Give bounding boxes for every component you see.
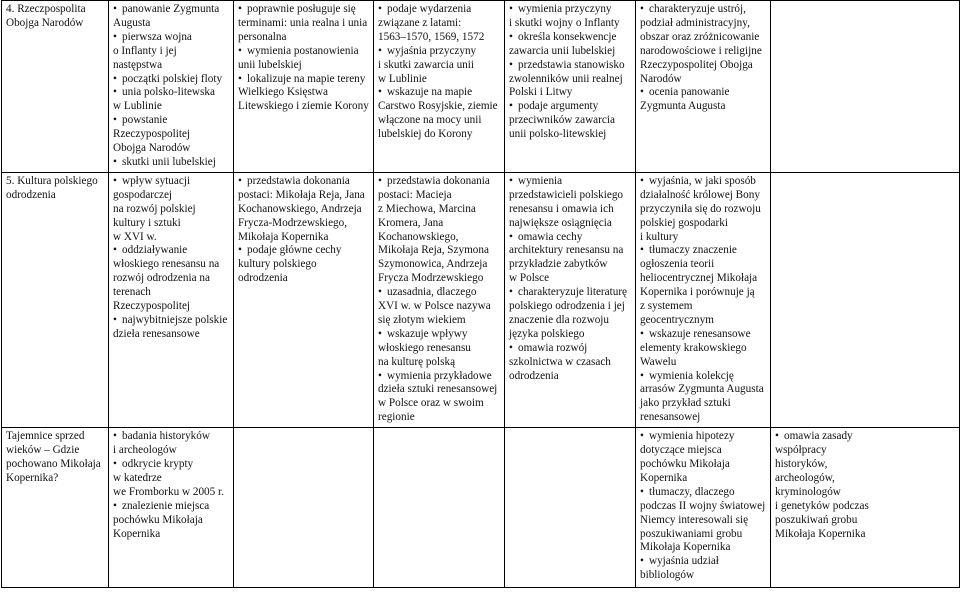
text-line: Obojga Narodów: [113, 142, 191, 155]
text-line: Mikołaja Kopernika: [775, 527, 866, 540]
text-line: Rzeczypospolitej: [113, 128, 191, 141]
text-line: Wawelu: [640, 355, 677, 368]
table-row: [2, 1, 960, 173]
bullet-item: • charakteryzuje ustrój,: [640, 3, 766, 17]
requirements-list: [113, 3, 229, 170]
bullet-item: • badania historyków: [113, 430, 229, 444]
requirements-cell: [374, 172, 505, 427]
text-line: Kopernika: [640, 471, 688, 484]
bullet-item: • wymienia kolekcję: [640, 370, 766, 384]
text-line: arrasów Zygmunta Augusta: [640, 383, 764, 396]
text-line: Frycza-Modrzewskiego,: [238, 216, 348, 229]
requirements-list: [378, 175, 500, 425]
bullet-item: • uzasadnia, dlaczego: [378, 286, 500, 300]
text-line: na rozwój polskiej: [113, 202, 196, 215]
text-line: współpracy: [775, 444, 827, 457]
bullet-item: • lokalizuje na mapie tereny: [238, 73, 369, 87]
requirements-cell: [109, 1, 234, 173]
text-line: gospodarczej: [113, 188, 173, 201]
bullet-item: • przedstawia dokonania: [378, 175, 500, 189]
text-line: włoskiego renesansu: [378, 341, 471, 354]
bullet-item: • przedstawia dokonania: [238, 175, 369, 189]
text-line: terenach: [113, 286, 151, 299]
text-line: Wielkiego Księstwa: [238, 86, 328, 99]
text-line: Narodów: [640, 72, 682, 85]
text-line: polskiej gospodarki: [640, 216, 728, 229]
text-line: jako przykład sztuki: [640, 397, 731, 410]
text-line: Kochanowskiego, Andrzeja: [238, 202, 362, 215]
bullet-item: • unia polsko-litewska: [113, 86, 229, 100]
text-line: postaci: Mikołaja Reja, Jana: [238, 188, 365, 201]
bullet-item: • omawia cechy: [509, 231, 631, 245]
bullet-item: • wyjaśnia udział: [640, 555, 766, 569]
bullet-item: • wymienia przyczyny: [509, 3, 631, 17]
text-line: z systemem: [640, 300, 693, 313]
requirements-list: [6, 430, 104, 486]
text-line: kryminologów: [775, 485, 841, 498]
text-line: kultury polskiego odrodzenia: [238, 258, 317, 285]
table-row: [2, 428, 960, 588]
text-line: Frycza Modrzewskiego: [378, 272, 484, 285]
bullet-item: • podaje argumenty: [509, 100, 631, 114]
requirements-cell: [505, 428, 636, 588]
text-line: podział administracyjny,: [640, 16, 750, 29]
table-row: [2, 172, 960, 427]
topic-cell: [2, 1, 109, 173]
requirements-cell: [636, 1, 771, 173]
text-line: regionie: [378, 411, 415, 424]
text-line: Polski i Litwy: [509, 86, 573, 99]
text-line: renesansowej: [640, 411, 701, 424]
requirements-list: [509, 175, 631, 384]
bullet-item: • wymienia przykładowe: [378, 370, 500, 384]
topic-cell: [2, 428, 109, 588]
text-line: Kopernika i porównuje ją: [640, 286, 755, 299]
text-line: z Miechowa, Marcina: [378, 202, 476, 215]
text-line: związane z latami:: [378, 16, 462, 29]
text-line: lubelskiej do Korony: [378, 128, 473, 141]
requirements-list: [113, 175, 229, 342]
text-line: Mikołaja Reja, Szymona: [378, 244, 489, 257]
bullet-item: • przedstawia stanowisko: [509, 59, 631, 73]
bullet-item: • wskazuje wpływy: [378, 328, 500, 342]
text-line: w Lublinie: [113, 100, 162, 113]
text-line: podczas II wojny światowej: [640, 499, 766, 512]
text-line: Niemcy interesowali się: [640, 513, 749, 526]
text-line: Carstwo Rosyjskie, ziemie: [378, 100, 498, 113]
text-line: unii polsko-litewskiej: [509, 128, 607, 141]
text-line: historyków,: [775, 458, 828, 470]
text-line: Litewskiego i ziemie Korony: [238, 100, 369, 113]
text-line: przyczyniła się do rozwoju: [640, 202, 761, 215]
text-line: personalna: [238, 30, 287, 43]
text-line: Szymonowica, Andrzeja: [378, 258, 488, 271]
text-line: w katedrze: [113, 471, 162, 484]
bullet-item: • wymienia hipotezy: [640, 430, 766, 444]
text-line: unii lubelskiej: [238, 58, 302, 71]
text-line: narodowościowe i religijne: [640, 44, 762, 57]
text-line: rozwój odrodzenia na: [113, 272, 210, 285]
text-line: pochówku Mikołaja: [113, 513, 203, 526]
text-line: Zygmunta Augusta: [640, 100, 726, 113]
requirements-cell: [374, 1, 505, 173]
requirements-cell: [234, 172, 374, 427]
text-line: ogłoszenia teorii: [640, 258, 715, 271]
requirements-cell: [771, 172, 960, 427]
bullet-item: • ocenia panowanie: [640, 86, 766, 100]
bullet-item: • charakteryzuje literaturę: [509, 286, 631, 300]
bullet-item: • omawia rozwój: [509, 342, 631, 356]
text-line: się złotym wiekiem: [378, 313, 466, 326]
requirements-cell: [771, 428, 960, 588]
text-line: i archeologów: [113, 444, 177, 457]
text-line: kultury i sztuki: [113, 216, 181, 229]
text-line: XVI w. w Polsce nazywa: [378, 300, 491, 313]
text-line: w Lublinie: [378, 72, 427, 85]
text-line: 5. Kultura polskiego: [6, 174, 98, 187]
text-line: wieków – Gdzie: [6, 444, 80, 457]
text-line: pochowano Mikołaja: [6, 458, 101, 470]
bullet-item: • początki polskiej floty: [113, 73, 229, 87]
text-line: 4. Rzeczpospolita: [6, 3, 86, 15]
text-line: w Polsce oraz w swoim: [378, 397, 484, 410]
text-line: Tajemnice sprzed: [6, 430, 85, 443]
text-line: poszukiwaniami grobu: [640, 527, 743, 540]
requirements-list: [378, 3, 500, 142]
bullet-item: • skutki unii lubelskiej: [113, 156, 229, 170]
bullet-item: • najwybitniejsze polskie: [113, 314, 229, 328]
text-line: renesansu i omawia ich: [509, 202, 614, 215]
requirements-list: [775, 430, 955, 541]
text-line: geocentrycznym: [640, 313, 714, 326]
text-line: największe osiągnięcia: [509, 216, 612, 229]
requirements-list: [640, 175, 766, 425]
requirements-cell: [505, 1, 636, 173]
text-line: przeciwników zawarcia: [509, 114, 615, 127]
requirements-list: [6, 3, 104, 31]
text-line: i skutki zawarcia unii: [378, 58, 474, 71]
text-line: odrodzenia: [6, 188, 56, 201]
requirements-cell: [109, 172, 234, 427]
text-line: znaczenie dla rozwoju: [509, 313, 610, 326]
text-line: i kultury: [640, 230, 679, 243]
text-line: heliocentrycznej Mikołaja: [640, 272, 758, 285]
text-line: Kromera, Jana: [378, 216, 444, 229]
bullet-item: • tłumaczy znaczenie: [640, 244, 766, 258]
text-line: przykładzie zabytków: [509, 258, 608, 271]
text-line: Augusta: [113, 16, 151, 29]
text-line: we Fromborku w 2005 r.: [113, 485, 224, 498]
requirements-list: [238, 175, 369, 286]
requirements-list: [640, 3, 766, 114]
bullet-item: • wpływ sytuacji: [113, 175, 229, 189]
requirements-list: [640, 430, 766, 583]
requirements-list: [113, 430, 229, 541]
text-line: włoskiego renesansu na: [113, 258, 220, 271]
text-line: zwolenników unii realnej: [509, 72, 623, 85]
bullet-item: • określa konsekwencje: [509, 31, 631, 45]
text-line: archeologów,: [775, 471, 835, 484]
text-line: Kochanowskiego,: [378, 230, 459, 243]
requirements-cell: [771, 1, 960, 173]
text-line: dzieła sztuki renesansowej: [378, 383, 498, 396]
bullet-item: • wyjaśnia, w jaki sposób: [640, 175, 766, 189]
curriculum-table: [1, 0, 960, 588]
bullet-item: • znalezienie miejsca: [113, 500, 229, 514]
text-line: postaci: Macieja: [378, 188, 452, 201]
text-line: szkolnictwa w czasach: [509, 355, 611, 368]
text-line: Rzeczypospolitej: [113, 300, 191, 313]
text-line: obszar oraz zróżnicowanie: [640, 30, 760, 43]
requirements-cell: [234, 428, 374, 588]
bullet-item: • podaje wydarzenia: [378, 3, 500, 17]
text-line: przedstawicieli polskiego: [509, 188, 624, 201]
topic-cell: [2, 172, 109, 427]
text-line: włączone na mocy unii: [378, 114, 482, 127]
text-line: w Polsce: [509, 272, 550, 285]
text-line: i skutki wojny o Inflanty: [509, 16, 620, 29]
text-line: 1563–1570, 1569, 1572: [378, 30, 485, 43]
text-line: bibliologów: [640, 569, 695, 582]
bullet-item: • omawia zasady: [775, 430, 955, 444]
requirements-list: [238, 3, 369, 114]
text-line: zawarcia unii lubelskiej: [509, 44, 616, 57]
requirements-cell: [234, 1, 374, 173]
text-line: Kopernika?: [6, 471, 59, 484]
bullet-item: • wymienia: [509, 175, 631, 189]
bullet-item: • oddziaływanie: [113, 244, 229, 258]
bullet-item: • podaje główne cechy: [238, 244, 369, 258]
bullet-item: • wskazuje renesansowe: [640, 328, 766, 342]
requirements-list: [6, 175, 104, 203]
text-line: Kopernika: [113, 527, 161, 540]
text-line: architektury renesansu na: [509, 244, 624, 257]
text-line: na kulturę polską: [378, 355, 456, 368]
text-line: następstwa: [113, 58, 163, 71]
text-line: Mikołaja Kopernika: [640, 541, 731, 554]
requirements-cell: [636, 428, 771, 588]
bullet-item: • tłumaczy, dlaczego: [640, 486, 766, 500]
bullet-item: • odkrycie krypty: [113, 458, 229, 472]
text-line: terminami: unia realna i unia: [238, 16, 368, 29]
bullet-item: • poprawnie posługuje się: [238, 3, 369, 17]
text-line: odrodzenia: [509, 369, 559, 382]
requirements-cell: [505, 172, 636, 427]
text-line: dzieła renesansowe: [113, 327, 200, 340]
bullet-item: • panowanie Zygmunta: [113, 3, 229, 17]
text-line: dotyczące miejsca: [640, 444, 722, 457]
bullet-item: • wymienia postanowienia: [238, 45, 369, 59]
text-line: języka polskiego: [509, 327, 585, 340]
bullet-item: • wyjaśnia przyczyny: [378, 45, 500, 59]
text-line: Mikołaja Kopernika: [238, 230, 329, 243]
bullet-item: • powstanie: [113, 114, 229, 128]
text-line: w XVI w.: [113, 230, 157, 243]
text-line: Obojga Narodów: [6, 16, 84, 29]
requirements-cell: [636, 172, 771, 427]
requirements-list: [509, 3, 631, 142]
text-line: działalność królowej Bony: [640, 188, 760, 201]
text-line: i genetyków podczas: [775, 499, 869, 512]
text-line: elementy krakowskiego: [640, 341, 747, 354]
bullet-item: • pierwsza wojna: [113, 31, 229, 45]
requirements-cell: [109, 428, 234, 588]
text-line: pochówku Mikołaja: [640, 458, 730, 470]
text-line: Rzeczypospolitej Obojga: [640, 58, 753, 71]
bullet-item: • wskazuje na mapie: [378, 86, 500, 100]
text-line: o Inflanty i jej: [113, 44, 177, 57]
text-line: polskiego odrodzenia i jej: [509, 300, 625, 313]
text-line: poszukiwań grobu: [775, 513, 858, 526]
requirements-cell: [374, 428, 505, 588]
